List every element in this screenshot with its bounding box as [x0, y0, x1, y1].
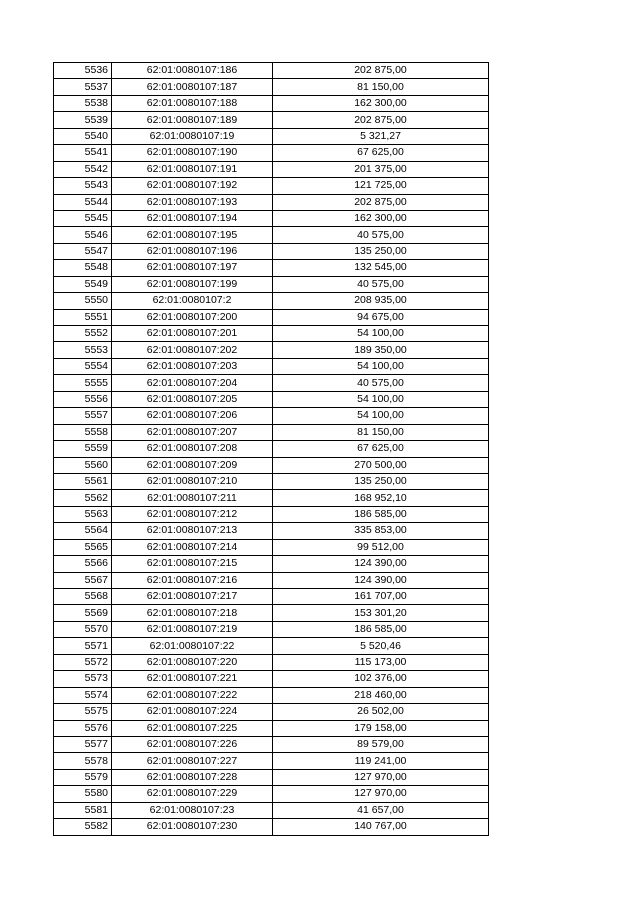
table-row [54, 260, 489, 276]
row-number-cell: 5549 [54, 276, 112, 292]
cadastral-value-cell: 127 970,00 [273, 769, 489, 785]
cadastral-number-cell: 62:01:0080107:205 [112, 391, 273, 407]
cadastral-value-cell: 202 875,00 [273, 112, 489, 128]
cadastral-value-cell: 121 725,00 [273, 178, 489, 194]
table-row [54, 786, 489, 802]
cadastral-value-cell: 54 100,00 [273, 391, 489, 407]
cadastral-value-cell: 81 150,00 [273, 79, 489, 95]
cadastral-value-cell: 168 952,10 [273, 490, 489, 506]
cadastral-value-cell: 270 500,00 [273, 457, 489, 473]
cadastral-value-cell: 162 300,00 [273, 95, 489, 111]
table-row [54, 473, 489, 489]
table-row [54, 309, 489, 325]
row-number-cell: 5538 [54, 95, 112, 111]
cadastral-number-cell: 62:01:0080107:19 [112, 128, 273, 144]
cadastral-value-cell: 115 173,00 [273, 654, 489, 670]
cadastral-value-cell: 201 375,00 [273, 161, 489, 177]
cadastral-number-cell: 62:01:0080107:189 [112, 112, 273, 128]
cadastral-number-cell: 62:01:0080107:203 [112, 358, 273, 374]
cadastral-number-cell: 62:01:0080107:212 [112, 506, 273, 522]
table-row [54, 375, 489, 391]
row-number-cell: 5543 [54, 178, 112, 194]
row-number-cell: 5560 [54, 457, 112, 473]
table-row [54, 227, 489, 243]
cadastral-value-cell: 218 460,00 [273, 687, 489, 703]
row-number-cell: 5563 [54, 506, 112, 522]
row-number-cell: 5581 [54, 802, 112, 818]
row-number-cell: 5540 [54, 128, 112, 144]
cadastral-number-cell: 62:01:0080107:227 [112, 753, 273, 769]
table-row [54, 79, 489, 95]
row-number-cell: 5572 [54, 654, 112, 670]
cadastral-value-cell: 67 625,00 [273, 441, 489, 457]
cadastral-number-cell: 62:01:0080107:194 [112, 210, 273, 226]
cadastral-value-cell: 127 970,00 [273, 786, 489, 802]
cadastral-value-cell: 135 250,00 [273, 473, 489, 489]
row-number-cell: 5537 [54, 79, 112, 95]
cadastral-number-cell: 62:01:0080107:225 [112, 720, 273, 736]
table-row [54, 490, 489, 506]
cadastral-number-cell: 62:01:0080107:226 [112, 736, 273, 752]
table-row [54, 441, 489, 457]
table-row [54, 572, 489, 588]
cadastral-value-cell: 41 657,00 [273, 802, 489, 818]
cadastral-value-cell: 162 300,00 [273, 210, 489, 226]
row-number-cell: 5554 [54, 358, 112, 374]
table-row [54, 556, 489, 572]
table-row [54, 128, 489, 144]
table-row [54, 95, 489, 111]
table-row [54, 243, 489, 259]
cadastral-number-cell: 62:01:0080107:196 [112, 243, 273, 259]
row-number-cell: 5565 [54, 539, 112, 555]
cadastral-number-cell: 62:01:0080107:190 [112, 145, 273, 161]
row-number-cell: 5546 [54, 227, 112, 243]
cadastral-number-cell: 62:01:0080107:204 [112, 375, 273, 391]
row-number-cell: 5541 [54, 145, 112, 161]
cadastral-number-cell: 62:01:0080107:187 [112, 79, 273, 95]
table-row [54, 342, 489, 358]
cadastral-number-cell: 62:01:0080107:202 [112, 342, 273, 358]
cadastral-number-cell: 62:01:0080107:23 [112, 802, 273, 818]
cadastral-value-cell: 26 502,00 [273, 704, 489, 720]
row-number-cell: 5545 [54, 210, 112, 226]
cadastral-value-cell: 208 935,00 [273, 293, 489, 309]
cadastral-number-cell: 62:01:0080107:207 [112, 424, 273, 440]
table-row [54, 145, 489, 161]
row-number-cell: 5539 [54, 112, 112, 128]
cadastral-value-cell: 5 321,27 [273, 128, 489, 144]
table-row [54, 638, 489, 654]
table-row [54, 621, 489, 637]
cadastral-value-cell: 153 301,20 [273, 605, 489, 621]
cadastral-number-cell: 62:01:0080107:218 [112, 605, 273, 621]
cadastral-value-table [53, 62, 489, 836]
table-row [54, 819, 489, 835]
cadastral-number-cell: 62:01:0080107:210 [112, 473, 273, 489]
cadastral-number-cell: 62:01:0080107:2 [112, 293, 273, 309]
row-number-cell: 5547 [54, 243, 112, 259]
cadastral-number-cell: 62:01:0080107:217 [112, 589, 273, 605]
cadastral-number-cell: 62:01:0080107:229 [112, 786, 273, 802]
cadastral-number-cell: 62:01:0080107:220 [112, 654, 273, 670]
cadastral-value-cell: 335 853,00 [273, 523, 489, 539]
table-row [54, 687, 489, 703]
row-number-cell: 5558 [54, 424, 112, 440]
row-number-cell: 5566 [54, 556, 112, 572]
row-number-cell: 5557 [54, 408, 112, 424]
cadastral-value-cell: 202 875,00 [273, 63, 489, 79]
row-number-cell: 5570 [54, 621, 112, 637]
cadastral-value-cell: 124 390,00 [273, 556, 489, 572]
cadastral-value-cell: 189 350,00 [273, 342, 489, 358]
row-number-cell: 5562 [54, 490, 112, 506]
row-number-cell: 5577 [54, 736, 112, 752]
row-number-cell: 5569 [54, 605, 112, 621]
row-number-cell: 5576 [54, 720, 112, 736]
cadastral-number-cell: 62:01:0080107:228 [112, 769, 273, 785]
table-row [54, 589, 489, 605]
cadastral-number-cell: 62:01:0080107:222 [112, 687, 273, 703]
cadastral-value-cell: 54 100,00 [273, 326, 489, 342]
table-body [54, 63, 489, 836]
cadastral-value-cell: 102 376,00 [273, 671, 489, 687]
cadastral-value-cell: 161 707,00 [273, 589, 489, 605]
row-number-cell: 5551 [54, 309, 112, 325]
cadastral-value-cell: 54 100,00 [273, 408, 489, 424]
table-row [54, 194, 489, 210]
cadastral-value-cell: 89 579,00 [273, 736, 489, 752]
table-row [54, 506, 489, 522]
cadastral-value-cell: 5 520,46 [273, 638, 489, 654]
row-number-cell: 5571 [54, 638, 112, 654]
table-row [54, 753, 489, 769]
table-row [54, 720, 489, 736]
row-number-cell: 5580 [54, 786, 112, 802]
table-row [54, 112, 489, 128]
row-number-cell: 5582 [54, 819, 112, 835]
cadastral-value-cell: 124 390,00 [273, 572, 489, 588]
cadastral-number-cell: 62:01:0080107:221 [112, 671, 273, 687]
table-row [54, 276, 489, 292]
table-row [54, 63, 489, 79]
table-row [54, 408, 489, 424]
table-row [54, 539, 489, 555]
cadastral-number-cell: 62:01:0080107:211 [112, 490, 273, 506]
cadastral-number-cell: 62:01:0080107:214 [112, 539, 273, 555]
table-row [54, 391, 489, 407]
cadastral-value-cell: 40 575,00 [273, 276, 489, 292]
cadastral-number-cell: 62:01:0080107:193 [112, 194, 273, 210]
cadastral-number-cell: 62:01:0080107:230 [112, 819, 273, 835]
cadastral-value-cell: 202 875,00 [273, 194, 489, 210]
row-number-cell: 5552 [54, 326, 112, 342]
row-number-cell: 5548 [54, 260, 112, 276]
table-row [54, 605, 489, 621]
table-row [54, 293, 489, 309]
row-number-cell: 5555 [54, 375, 112, 391]
table-row [54, 326, 489, 342]
cadastral-number-cell: 62:01:0080107:186 [112, 63, 273, 79]
row-number-cell: 5544 [54, 194, 112, 210]
cadastral-value-cell: 94 675,00 [273, 309, 489, 325]
cadastral-number-cell: 62:01:0080107:219 [112, 621, 273, 637]
row-number-cell: 5559 [54, 441, 112, 457]
table-row [54, 161, 489, 177]
row-number-cell: 5564 [54, 523, 112, 539]
table-row [54, 769, 489, 785]
cadastral-number-cell: 62:01:0080107:209 [112, 457, 273, 473]
cadastral-value-cell: 140 767,00 [273, 819, 489, 835]
table-row [54, 523, 489, 539]
cadastral-number-cell: 62:01:0080107:195 [112, 227, 273, 243]
table-row [54, 671, 489, 687]
cadastral-number-cell: 62:01:0080107:191 [112, 161, 273, 177]
table-row [54, 654, 489, 670]
row-number-cell: 5542 [54, 161, 112, 177]
row-number-cell: 5550 [54, 293, 112, 309]
row-number-cell: 5579 [54, 769, 112, 785]
cadastral-value-cell: 54 100,00 [273, 358, 489, 374]
row-number-cell: 5568 [54, 589, 112, 605]
cadastral-value-cell: 99 512,00 [273, 539, 489, 555]
cadastral-number-cell: 62:01:0080107:22 [112, 638, 273, 654]
document-page [53, 62, 489, 836]
row-number-cell: 5578 [54, 753, 112, 769]
cadastral-number-cell: 62:01:0080107:216 [112, 572, 273, 588]
cadastral-number-cell: 62:01:0080107:201 [112, 326, 273, 342]
cadastral-number-cell: 62:01:0080107:197 [112, 260, 273, 276]
row-number-cell: 5536 [54, 63, 112, 79]
table-row [54, 802, 489, 818]
cadastral-value-cell: 135 250,00 [273, 243, 489, 259]
cadastral-number-cell: 62:01:0080107:206 [112, 408, 273, 424]
cadastral-value-cell: 186 585,00 [273, 621, 489, 637]
table-row [54, 736, 489, 752]
cadastral-number-cell: 62:01:0080107:208 [112, 441, 273, 457]
cadastral-value-cell: 132 545,00 [273, 260, 489, 276]
cadastral-value-cell: 186 585,00 [273, 506, 489, 522]
cadastral-value-cell: 179 158,00 [273, 720, 489, 736]
table-row [54, 704, 489, 720]
cadastral-number-cell: 62:01:0080107:200 [112, 309, 273, 325]
cadastral-number-cell: 62:01:0080107:192 [112, 178, 273, 194]
row-number-cell: 5556 [54, 391, 112, 407]
table-row [54, 457, 489, 473]
table-row [54, 358, 489, 374]
cadastral-number-cell: 62:01:0080107:213 [112, 523, 273, 539]
cadastral-value-cell: 40 575,00 [273, 227, 489, 243]
cadastral-number-cell: 62:01:0080107:224 [112, 704, 273, 720]
table-row [54, 178, 489, 194]
cadastral-number-cell: 62:01:0080107:199 [112, 276, 273, 292]
cadastral-number-cell: 62:01:0080107:215 [112, 556, 273, 572]
row-number-cell: 5553 [54, 342, 112, 358]
row-number-cell: 5561 [54, 473, 112, 489]
cadastral-number-cell: 62:01:0080107:188 [112, 95, 273, 111]
table-row [54, 210, 489, 226]
cadastral-value-cell: 81 150,00 [273, 424, 489, 440]
cadastral-value-cell: 40 575,00 [273, 375, 489, 391]
row-number-cell: 5575 [54, 704, 112, 720]
cadastral-value-cell: 67 625,00 [273, 145, 489, 161]
row-number-cell: 5574 [54, 687, 112, 703]
table-row [54, 424, 489, 440]
row-number-cell: 5573 [54, 671, 112, 687]
cadastral-value-cell: 119 241,00 [273, 753, 489, 769]
row-number-cell: 5567 [54, 572, 112, 588]
